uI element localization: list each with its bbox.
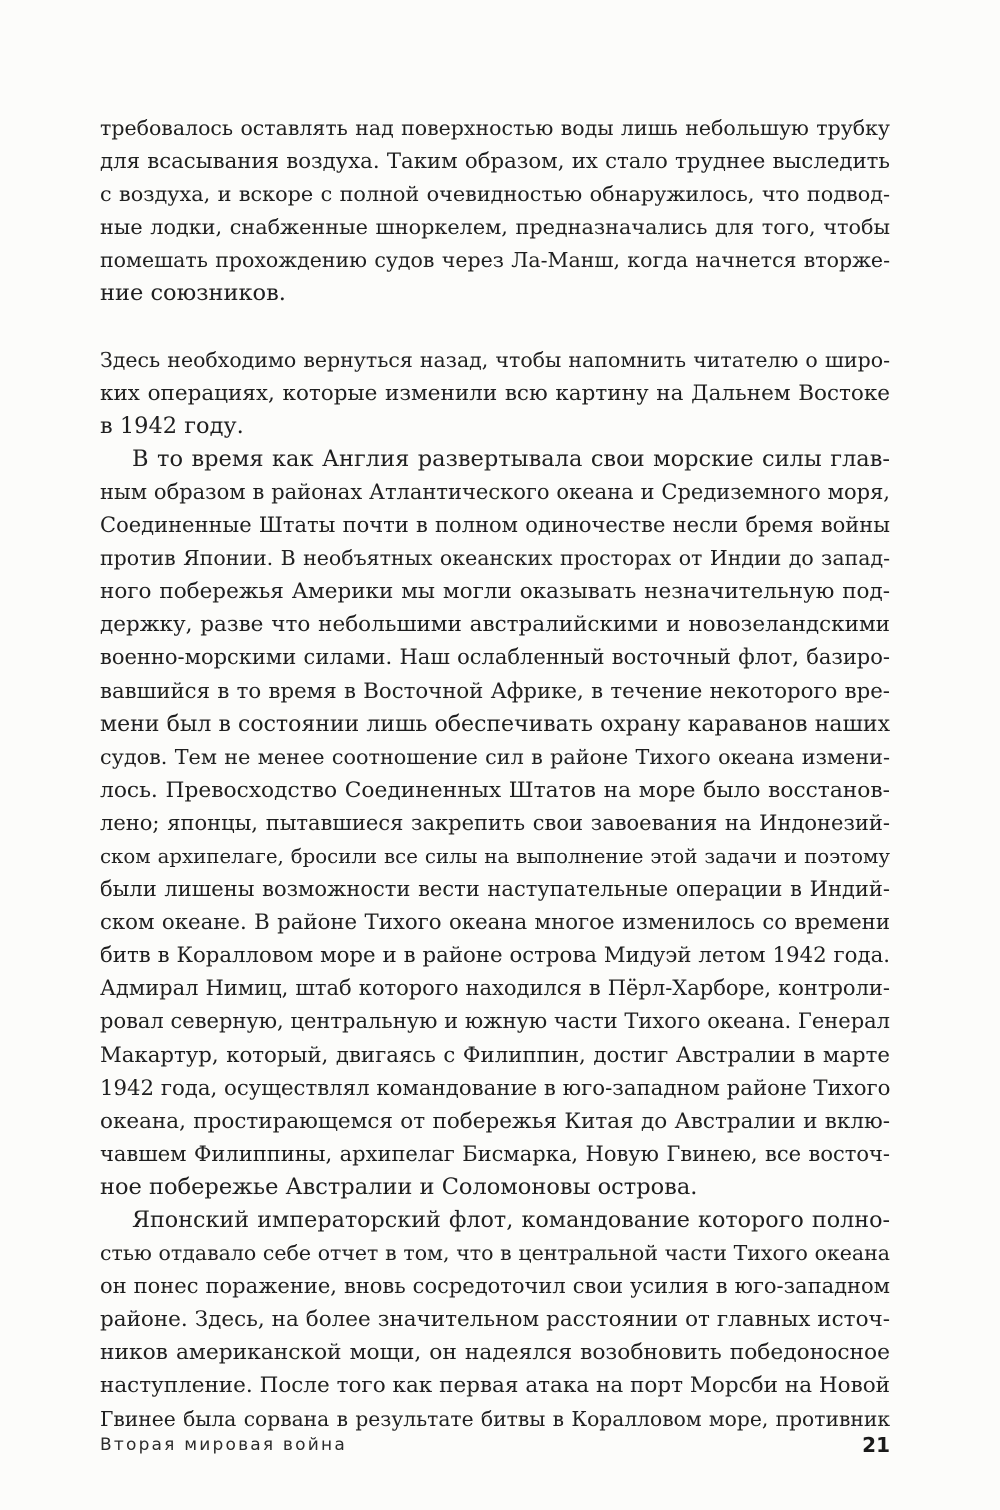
text-line: В то время как Англия развертывала свои морские силы глав- — [132, 445, 890, 472]
text-line: ском архипелаге, бросили все силы на выполнение этой задачи и поэтому — [100, 844, 890, 868]
text-line: ровал северную, центральную и южную части Тихого океана. Генерал — [100, 1009, 890, 1034]
text-line: военно-морскими силами. Наш ослабленный восточный флот, базиро- — [100, 645, 890, 670]
text-line: ние союзников. — [100, 280, 286, 307]
paragraph-2 — [100, 344, 890, 443]
text-line: с воздуха, и вскоре с полной очевидностью обнаружилось, что подвод- — [100, 182, 890, 207]
text-line: судов. Тем не менее соотношение сил в районе Тихого океана измени- — [100, 744, 890, 769]
text-line: для всасывания воздуха. Таким образом, их стало труднее выследить — [100, 149, 890, 175]
text-line: требовалось оставлять над поверхностью воды лишь небольшую трубку — [100, 116, 890, 140]
text-line: наступление. После того как первая атака на порт Морсби на Новой — [100, 1373, 890, 1399]
running-footer-title: Вторая мировая война — [100, 1435, 347, 1455]
text-line: Гвинее была сорвана в результате битвы в Коралловом море, противник — [100, 1406, 890, 1431]
text-line: против Японии. В необъятных океанских просторах от Индии до запад- — [100, 546, 890, 571]
text-line: лось. Превосходство Соединенных Штатов на море было восстанов- — [100, 777, 890, 803]
text-line: в 1942 году. — [100, 412, 244, 439]
text-line: вавшийся в то время в Восточной Африке, в течение некоторого вре- — [100, 678, 890, 704]
text-line: Макартур, который, двигаясь с Филиппин, достиг Австралии в марте — [100, 1042, 890, 1068]
text-line: Соединенные Штаты почти в полном одиночестве несли бремя войны — [100, 513, 890, 538]
text-line: были лишены возможности вести наступательные операции в Индий- — [100, 877, 890, 902]
page-footer — [100, 1430, 890, 1460]
text-line: Адмирал Нимиц, штаб которого находился в Пёрл-Харборе, контроли- — [100, 976, 890, 1001]
text-line: ное побережье Австралии и Соломоновы острова. — [100, 1173, 698, 1200]
text-line: ких операциях, которые изменили всю картину на Дальнем Востоке — [100, 380, 890, 406]
text-line: стью отдавало себе отчет в том, что в центральной части Тихого океана — [100, 1241, 890, 1266]
paragraph-3 — [100, 443, 890, 1204]
text-line: Японский императорский флот, командование которого полно- — [132, 1207, 890, 1233]
paragraph-4 — [100, 1204, 890, 1436]
text-line: ников американской мощи, он надеялся возобновить победоносное — [100, 1340, 890, 1366]
text-line: ском океане. В районе Тихого океана многое изменилось со времени — [100, 910, 890, 936]
text-line: чавшем Филиппины, архипелаг Бисмарка, Новую Гвинею, все восточ- — [100, 1141, 890, 1166]
text-line: районе. Здесь, на более значительном расстоянии от главных источ- — [100, 1307, 890, 1333]
paragraph-1 — [100, 112, 890, 311]
section-break — [100, 311, 890, 344]
text-line: океана, простирающемся от побережья Китая до Австралии и вклю- — [100, 1108, 890, 1134]
text-line: битв в Коралловом море и в районе острова Мидуэй летом 1942 года. — [100, 943, 890, 969]
text-line: мени был в состоянии лишь обеспечивать охрану караванов наших — [100, 711, 890, 737]
text-line: ного побережья Америки мы могли оказывать незначительную под- — [100, 579, 890, 605]
text-line: Здесь необходимо вернуться назад, чтобы напомнить читателю о широ- — [100, 347, 890, 372]
page-body — [100, 112, 890, 1436]
text-line: он понес поражение, вновь сосредоточил свои усилия в юго-западном — [100, 1274, 890, 1299]
text-line: ные лодки, снабженные шноркелем, предназначались для того, чтобы — [100, 215, 890, 240]
text-line: 1942 года, осуществлял командование в юго-западном районе Тихого — [100, 1075, 891, 1101]
text-line: лено; японцы, пытавшиеся закрепить свои завоевания на Индонезий- — [100, 810, 890, 835]
text-line: ным образом в районах Атлантического океана и Средиземного моря, — [100, 479, 890, 504]
text-line: держку, разве что небольшими австралийскими и новозеландскими — [100, 612, 890, 638]
page-number: 21 — [862, 1433, 890, 1457]
text-line: помешать прохождению судов через Ла-Манш, когда начнется вторже- — [100, 248, 890, 273]
